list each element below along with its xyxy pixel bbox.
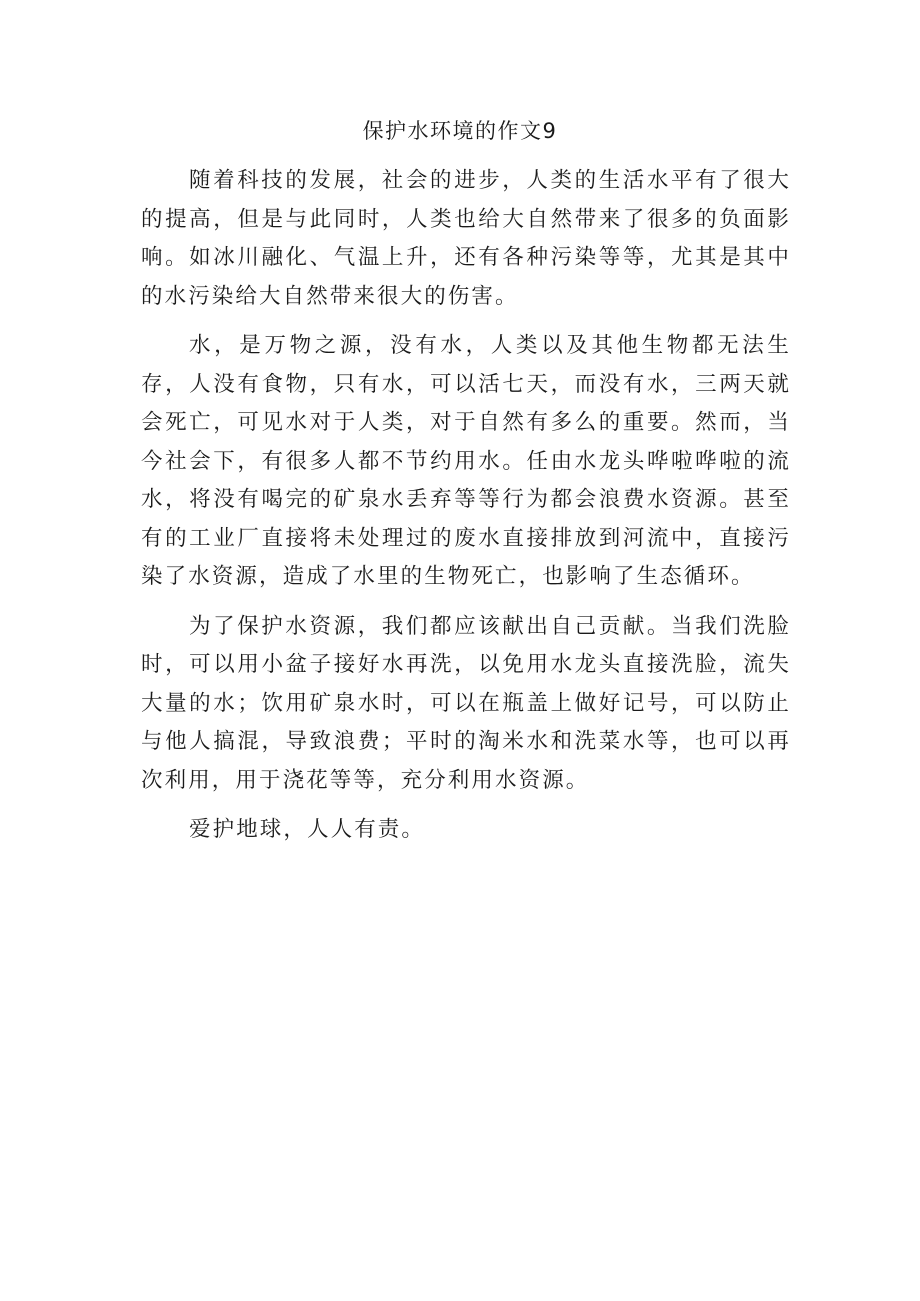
paragraph-1: 随着科技的发展，社会的进步，人类的生活水平有了很大的提高，但是与此同时，人类也给大自然带来了很多的负面影响。如冰川融化、气温上升，还有各种污染等等，尤其是其中的水污染给大自然带来很大的伤害。 <box>141 168 791 309</box>
paragraph-3: 为了保护水资源，我们都应该献出自己贡献。当我们洗脸时，可以用小盆子接好水再洗，以免用水龙头直接洗脸，流失大量的水；饮用矿泉水时，可以在瓶盖上做好记号，可以防止与他人搞混，导致浪费；平时的淘米水和洗菜水等，也可以再次利用，用于浇花等等，充分利用水资源。 <box>141 613 791 793</box>
document-title: 保护水环境的作文9 <box>362 119 558 143</box>
paragraph-4: 爱护地球，人人有责。 <box>189 817 426 842</box>
paragraph-2: 水，是万物之源，没有水，人类以及其他生物都无法生存，人没有食物，只有水，可以活七天，而没有水，三两天就会死亡，可见水对于人类，对于自然有多么的重要。然而，当今社会下，有很多人都不节约用水。任由水龙头哗啦哗啦的流水，将没有喝完的矿泉水丢弃等等行为都会浪费水资源。甚至有的工业厂直接将未处理过的废水直接排放到河流中，直接污染了水资源，造成了水里的生物死亡，也影响了生态循环。 <box>141 333 791 589</box>
document-body <box>141 162 791 861</box>
